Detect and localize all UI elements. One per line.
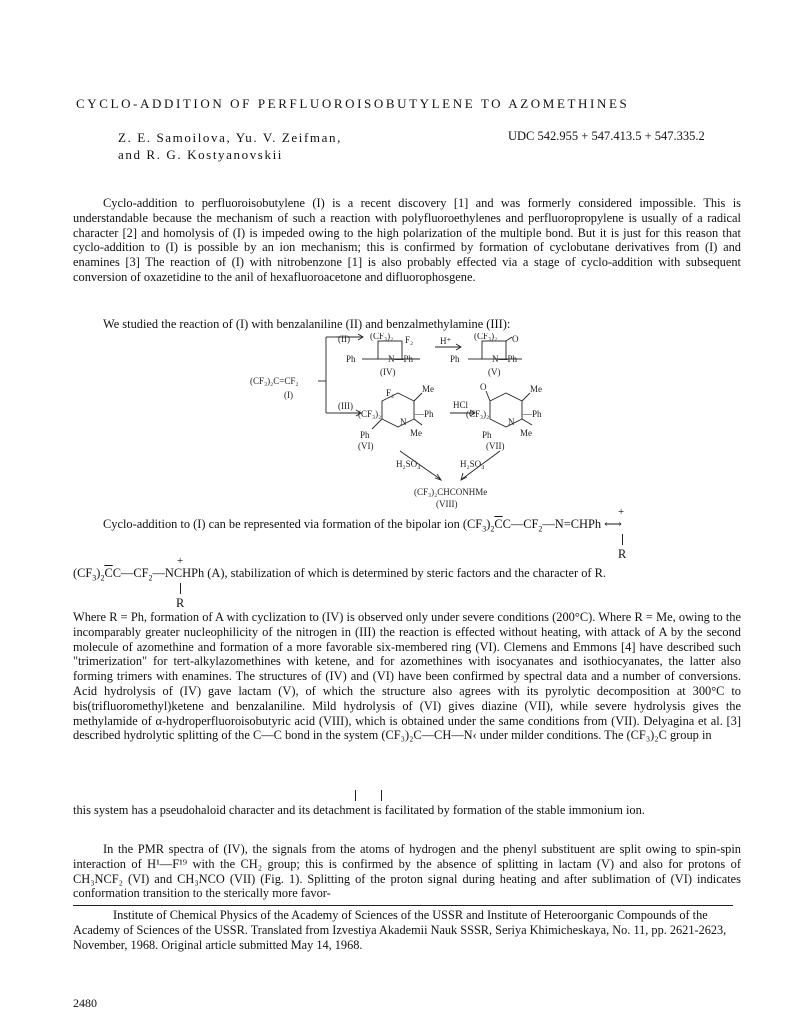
ion-r-label: R (176, 596, 185, 610)
scheme-vi-f2: F₂ (386, 388, 395, 398)
author-line-2: and R. G. Kostyanovskii (118, 147, 283, 162)
scheme-label-vii: (VII) (486, 441, 505, 451)
footnote-rule (73, 905, 733, 906)
cyclo-r-label: R (618, 547, 627, 561)
article-title: CYCLO-ADDITION OF PERFLUOROISOBUTYLENE TO AZOMETHINES (76, 96, 630, 111)
scheme-iv-nph: N—Ph (388, 354, 414, 364)
scheme-vi-me: Me (410, 428, 422, 438)
scheme-iv-ph: Ph (346, 354, 356, 364)
page-number: 2480 (73, 996, 97, 1010)
ion-a-line: $(CF_3)_2\overline{C}C—CF_2—NCHPh$ (A), stabilization of which is determined by steric factors and the character of R. (73, 566, 607, 583)
body-paragraph: Where R = Ph, formation of A with cyclization to (IV) is observed only under severe conditions (200°C). Where R = Me, owing to the incomparably greater nucleophilicity of the nitrogen in (III) the reaction is effected without heating, with attack of A by the second molecule of azomethine and formation of a more favorable six-membered ring (VI). Clemens and Emmons [4] have described such "trimerization" for tert-alkylazomethines with ketene, and for azomethines with isocyanates and isothiocyanates, the latter also forming trimers with enamines. The structures of (IV) and (VI) have been confirmed by spectral data and a number of conversions. Acid hydrolysis of (IV) gave lactam (V), of which the structure also agrees with its pyrolytic decomposition at 300°C to bis(trifluoromethyl)ketene and benzalaniline. Mild hydrolysis of (VI) gives diazine (VII), while severe hydrolysis gives the methylamide of α-hydroperfluoroisobutyric acid (VIII), which is obtained under the same conditions from (VII). Delyagina et al. [3] described hydrolytic splitting of the C—C bond in the system (CF₃)₂C—CH—N‹ under milder conditions. The (CF₃)₂C group in (73, 610, 741, 743)
cyclo-addition-line: Cyclo-addition to (I) can be represented via formation of the bipolar ion $(CF_3)_2\overline{C}C—CF_2—N=CHPh$ ⟷ (103, 517, 622, 534)
scheme-vii-n: N (508, 417, 515, 427)
paper-page: CYCLO-ADDITION OF PERFLUOROISOBUTYLENE TO AZOMETHINES Z. E. Samoilova, Yu. V. Zeifman, and R. G. Kostyanovskii UDC 542.955 + 547.413.5 + 547.335.2 Cyclo-addition to perfluoroisobutylene (I) is a recent discovery [1] and was formerly considered impossible. This is understandable because the mechanism of such a reaction with polyfluoroethylenes and perfluoropropylene is usually of a radical character [2] and homolysis of (I) is impeded owing to the high polarization of the multiple bond. But it is just for this reason that cyclo-addition to (I) is possible by an ion mechanism; this is confirmed by formation of cyclobutane derivatives from (I) and enamines [3] The reaction of (I) with nitrobenzone [1] is also probably effected via a stage of cyclo-addition with subsequent conversion of oxazetidine to the anil of hexafluoroacetone and difluorophosgene. We studied the reaction of (I) with benzalaniline (II) and benzalmethylamine (III): (CF₃)₂C=CF₂ (I) (II) (CF₃)₂ F₂ Ph N—Ph (IV) H⁺ (CF₃)₂ O Ph N—Ph (V) (III) F₂ Me (CF₃)₂ —Ph N Ph Me (VI) HCl O Me (CF₃)₂ —Ph N Ph Me (VII) H₂SO₄ H₂SO₄ (CF₃)₂CHCONHMe (VIII) Cyclo-addition to (I) can be represented via formation of the bipolar ion $(CF_3)_2\overline{C}C—CF_2—N=CHPh$ ⟷ + R $(CF_3)_2\overline{C}C—CF_2—NCHPh$ (A), stabilization of which is determined by steric factors and the character of R. + R Where R = Ph, formation of A with cyclization to (IV) is observed only under severe conditions (200°C). Where R = Me, owing to the incomparably greater nucleophilicity of the nitrogen in (III) the reaction is effected without heating, with attack of A by the second molecule of azomethine and formation of a more favorable six-membered ring (VI). Clemens and Emmons [4] have described such "trimerization" for tert-alkylazomethines with ketene, and for azomethines with isocyanates and isothiocyanates, the latter also forming trimers with enamines. The structures of (IV) and (VI) have been confirmed by spectral data and a number of conversions. Acid hydrolysis of (IV) gave lactam (V), of which the structure also agrees with its pyrolytic decomposition at 300°C to bis(trifluoromethyl)ketene and benzalaniline. Mild hydrolysis of (VI) gives diazine (VII), while severe hydrolysis gives the methylamide of α-hydroperfluoroisobutyric acid (VIII), which is obtained under the same conditions from (VII). Delyagina et al. [3] described hydrolytic splitting of the C—C bond in the system (CF₃)₂C—CH—N‹ under milder conditions. The (CF₃)₂C group in this system has a pseudohaloid character and its detachment is facilitated by formation of the stable immonium ion. In the PMR spectra of (IV), the signals from the atoms of hydrogen and the phenyl substituent are split owing to spin-spin interaction of H¹—F¹⁹ with the CH₂ group; this is confirmed by the absence of splitting in lactam (V) and also for protons of CH₃NCF₂ (VI) and CH₃NCO (VII) (Fig. 1). Splitting of the proton signal during heating and after sublimation of (VI) indicates conformation transition to the sterically more favor- Institute of Chemical Physics of the Academy of Sciences of the USSR and Institute of Heteroorganic Compounds of the Academy of Sciences of the USSR. Translated from Izvestiya Akademii Nauk SSSR, Seriya Khimicheskaya, No. 11, pp. 2621-2623, November, 1968. Original article submitted May 14, 1968. 2480 (73, 96, 741, 1010)
scheme-reagent-bottom: (III) (338, 401, 353, 411)
scheme-vii-me: Me (520, 428, 532, 438)
intro-paragraph: Cyclo-addition to perfluoroisobutylene (I) is a recent discovery [1] and was formerly considered impossible. This is understandable because the mechanism of such a reaction with polyfluoroethylenes and perfluoropropylene is usually of a radical character [2] and homolysis of (I) is impeded owing to the high polarization of the multiple bond. But it is just for this reason that cyclo-addition to (I) is possible by an ion mechanism; this is confirmed by formation of cyclobutane derivatives from (I) and enamines [3] The reaction of (I) with nitrobenzone [1] is also probably effected via a stage of cyclo-addition with subsequent conversion of oxazetidine to the anil of hexafluoroacetone and difluorophosgene. (73, 196, 741, 284)
scheme-vii-ph: Ph (482, 430, 492, 440)
scheme-hcl: HCl (453, 400, 469, 410)
reaction-scheme (250, 333, 580, 511)
scheme-vi-me-top: Me (422, 384, 434, 394)
scheme-h2so4-right: H₂SO₄ (460, 459, 485, 469)
scheme-v-cf3: (CF₃)₂ (474, 333, 498, 341)
author-list (118, 129, 342, 163)
pmr-paragraph: In the PMR spectra of (IV), the signals from the atoms of hydrogen and the phenyl substituent are split owing to spin-spin interaction of H¹—F¹⁹ with the CH₂ group; this is confirmed by the absence of splitting in lactam (V) and also for protons of CH₃NCF₂ (VI) and CH₃NCO (VII) (Fig. 1). Splitting of the proton signal during heating and after sublimation of (VI) indicates conformation transition to the sterically more favor- (73, 842, 741, 901)
scheme-vi-ph: Ph (360, 430, 370, 440)
scheme-reactant: (CF₃)₂C=CF₂ (250, 376, 299, 386)
scheme-label-v: (V) (488, 367, 501, 377)
scheme-iv-cf3: (CF₃)₂ (370, 333, 394, 341)
scheme-vi-n: N (400, 417, 407, 427)
scheme-vii-o: O (480, 382, 487, 392)
scheme-v-ph: Ph (450, 354, 460, 364)
scheme-label-iv: (IV) (380, 367, 396, 377)
scheme-h-plus: H⁺ (440, 336, 452, 346)
pseudohalo-paragraph: this system has a pseudohaloid character and its detachment is facilitated by formation of the stable immonium ion. (73, 803, 645, 817)
scheme-iv-f2: F₂ (405, 335, 414, 345)
scheme-h2so4-left: H₂SO₄ (396, 459, 421, 469)
footnote: Institute of Chemical Physics of the Academy of Sciences of the USSR and Institute of Heteroorganic Compounds of the Academy of Sciences of the USSR. Translated from Izvestiya Akademii Nauk SSSR, Seriya Khimicheskaya, No. 11, pp. 2621-2623, November, 1968. Original article submitted May 14, 1968. (73, 908, 727, 952)
scheme-v-nph: N—Ph (492, 354, 518, 364)
scheme-vi-cf3: (CF₃)₂ (358, 409, 382, 419)
author-line-1: Z. E. Samoilova, Yu. V. Zeifman, (118, 130, 342, 145)
scheme-reactant-id: (I) (284, 390, 293, 400)
scheme-vi-ph-right: —Ph (415, 409, 434, 419)
scheme-reagent-top: (II) (338, 334, 350, 344)
studied-line: We studied the reaction of (I) with benzalaniline (II) and benzalmethylamine (III): (103, 317, 511, 331)
scheme-vii-cf3: (CF₃)₂ (466, 409, 490, 419)
scheme-vii-me-top: Me (530, 384, 542, 394)
udc-code: UDC 542.955 + 547.413.5 + 547.335.2 (508, 129, 705, 143)
scheme-v-o: O (512, 334, 519, 344)
scheme-label-vi: (VI) (358, 441, 374, 451)
scheme-label-viii: (VIII) (436, 499, 458, 509)
scheme-vii-ph-right: —Ph (523, 409, 542, 419)
scheme-product-viii: (CF₃)₂CHCONHMe (414, 487, 488, 497)
